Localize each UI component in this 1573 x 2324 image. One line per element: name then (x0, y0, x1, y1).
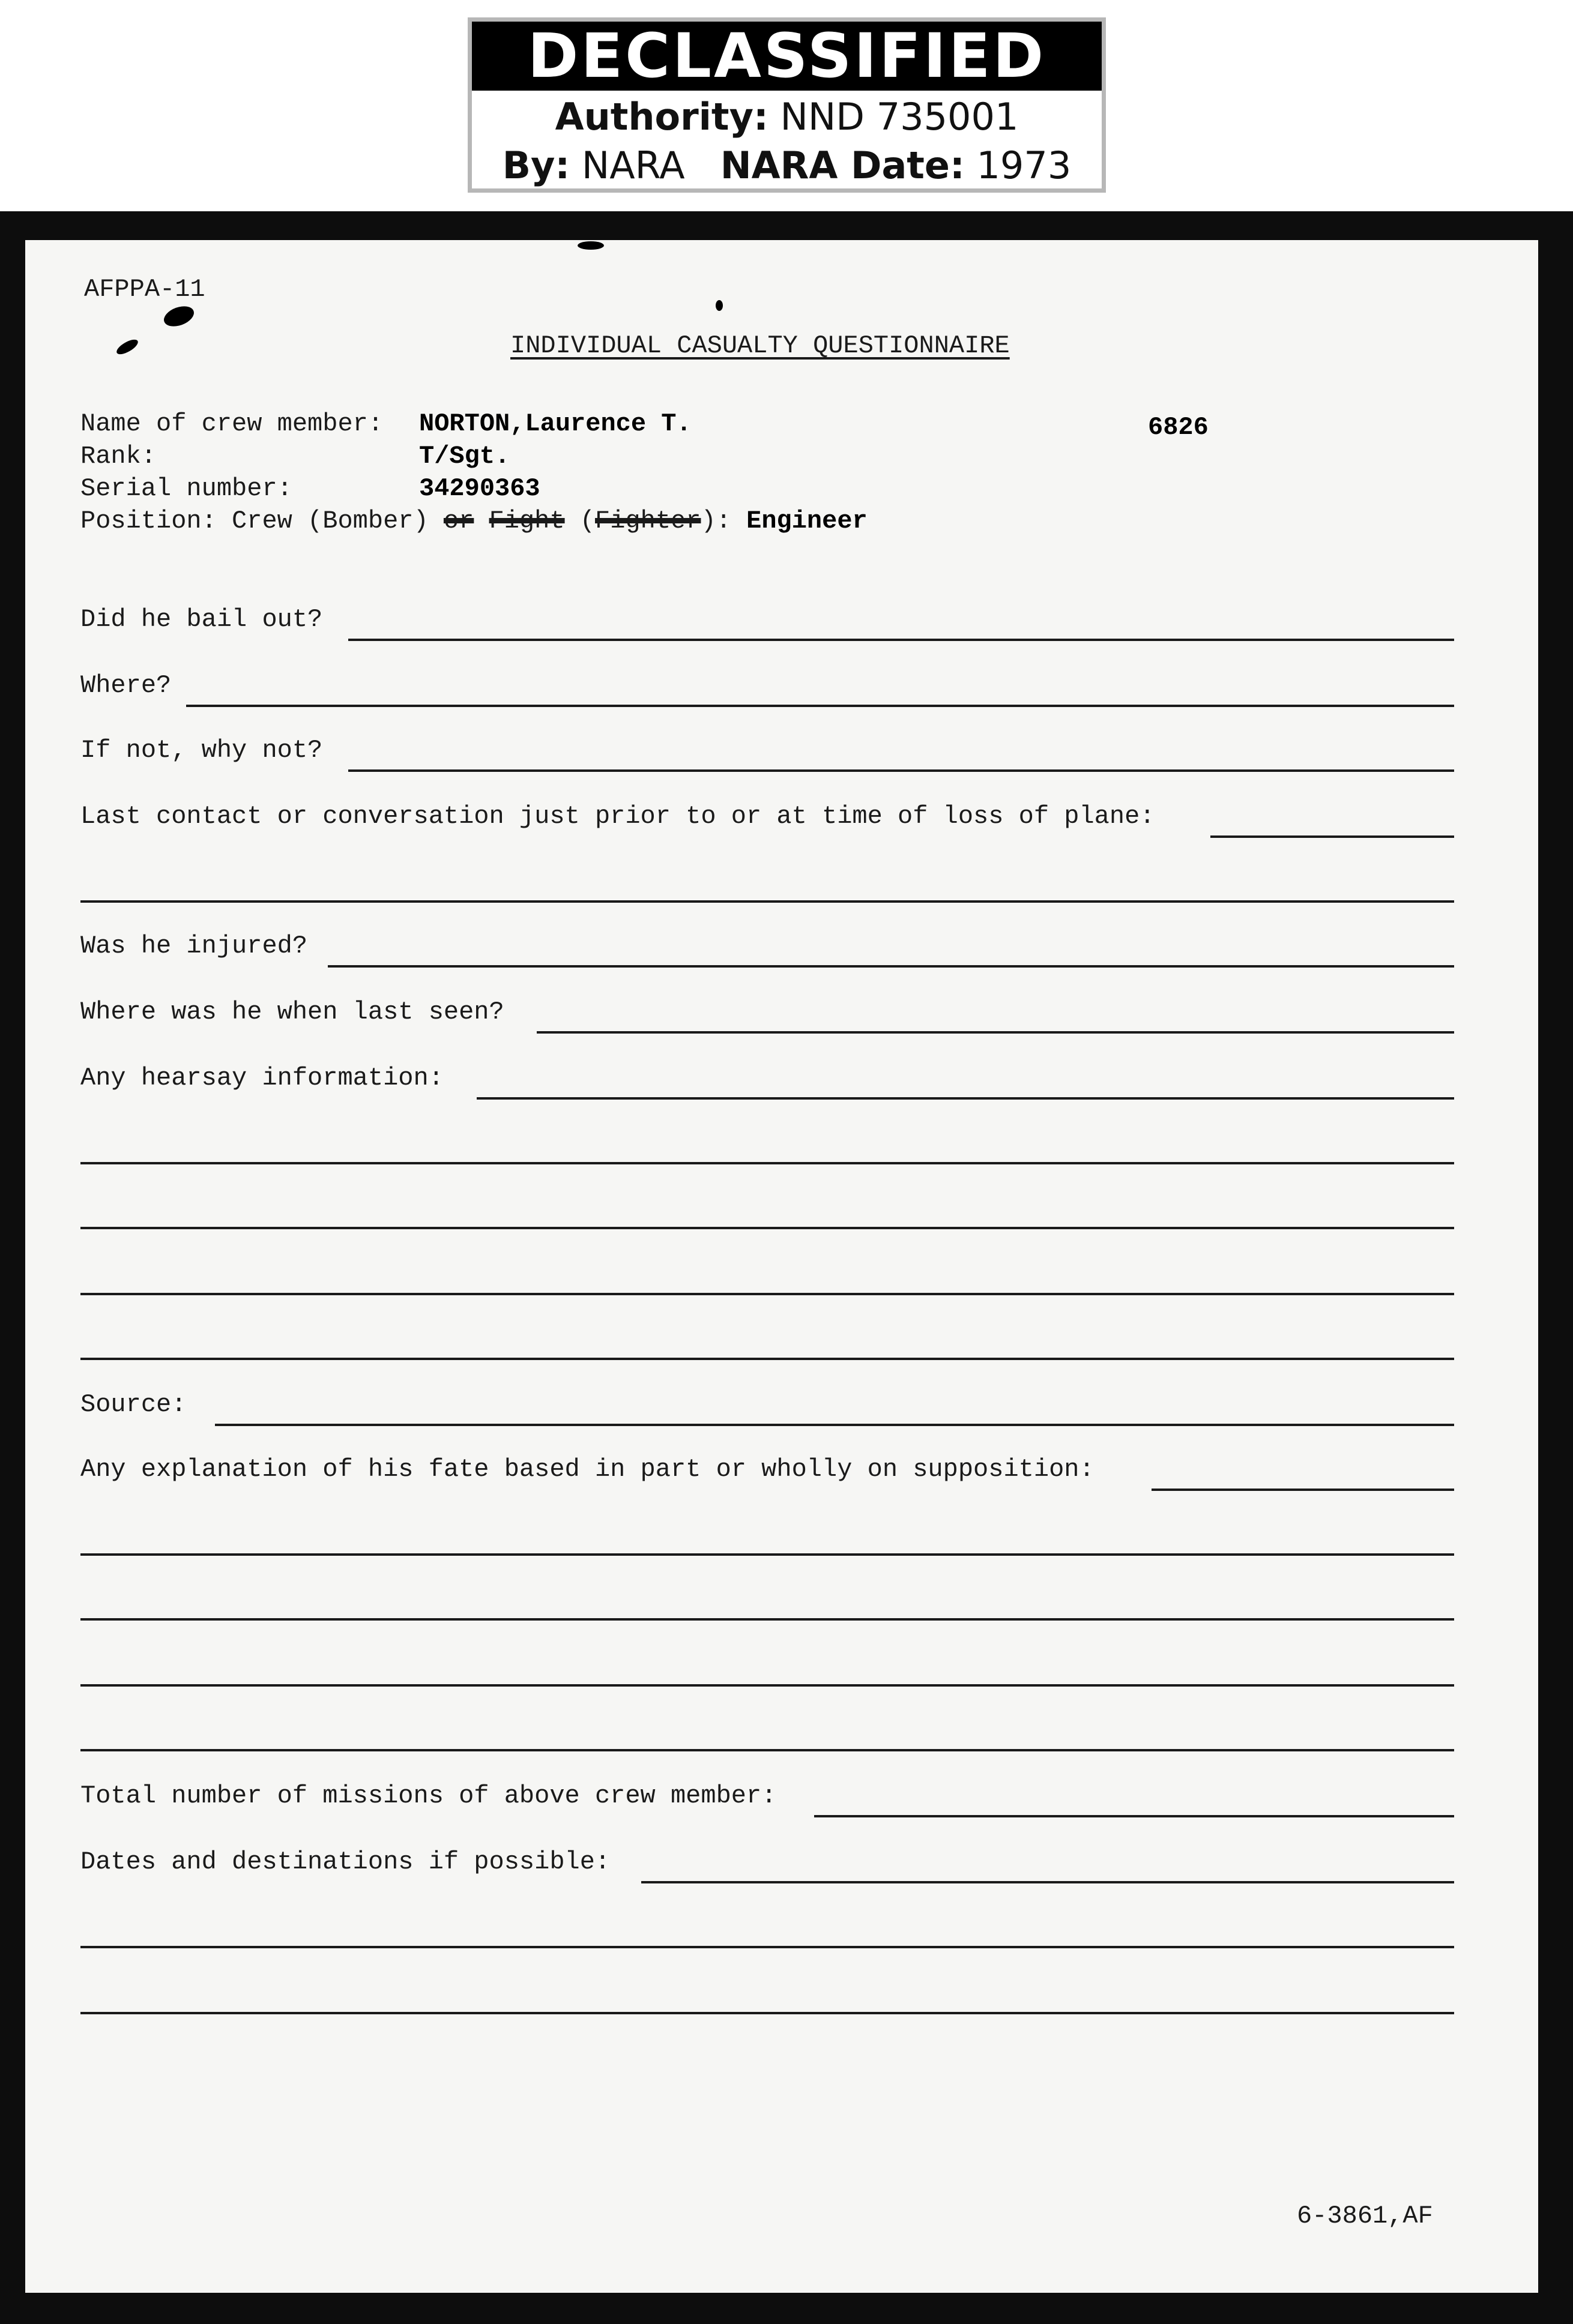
answer-line (80, 1749, 1454, 1751)
footer-code: 6-3861,AF (1297, 2202, 1433, 2230)
name-value: NORTON,Laurence T. (419, 409, 692, 438)
question-total-missions: Total number of missions of above crew member: (80, 1781, 777, 1810)
case-number: 6826 (1148, 413, 1209, 442)
answer-line (80, 1162, 1454, 1164)
question-if-not: If not, why not? (80, 736, 323, 765)
answer-line (328, 965, 1454, 968)
form-number: AFPPA-11 (84, 275, 205, 304)
question-where: Where? (80, 671, 172, 700)
question-hearsay: Any hearsay information: (80, 1064, 444, 1092)
stamp-by-date (472, 143, 1102, 187)
questionnaire-page (25, 240, 1538, 2293)
question-last-seen: Where was he when last seen? (80, 998, 504, 1026)
answer-line (814, 1815, 1454, 1817)
answer-line (186, 705, 1454, 707)
position-paren-open: ( (579, 507, 596, 535)
question-bail-out: Did he bail out? (80, 605, 323, 634)
ink-speck (716, 300, 723, 311)
question-injured: Was he injured? (80, 932, 308, 960)
ink-blot (115, 337, 140, 357)
position-label: Position: Crew (Bomber) (80, 507, 429, 535)
answer-line (1210, 835, 1454, 838)
answer-line (80, 1553, 1454, 1556)
answer-line (215, 1424, 1454, 1426)
answer-line (348, 639, 1454, 641)
position-paren-close: ): (701, 507, 731, 535)
rank-label: Rank: (80, 442, 157, 471)
question-source: Source: (80, 1390, 187, 1419)
answer-line (80, 1293, 1454, 1295)
scan-frame (0, 211, 1573, 2324)
position-row (80, 507, 868, 535)
stamp-date-value: 1973 (976, 143, 1072, 187)
answer-line (348, 769, 1454, 772)
answer-line (477, 1097, 1454, 1100)
stamp-date-label: NARA Date: (720, 143, 965, 187)
answer-line (537, 1031, 1454, 1034)
answer-line (80, 900, 1454, 903)
ink-blot (161, 303, 196, 330)
answer-line (80, 1227, 1454, 1229)
stamp-by-label: By: (502, 143, 570, 187)
question-explanation: Any explanation of his fate based in part or wholly on supposition: (80, 1455, 1094, 1484)
answer-line (80, 2012, 1454, 2014)
question-dates-destinations: Dates and destinations if possible: (80, 1847, 611, 1876)
ink-blot (578, 241, 604, 250)
question-last-contact: Last contact or conversation just prior to or at time of loss of plane: (80, 802, 1155, 831)
position-or-struck: or (443, 507, 474, 535)
declassified-stamp (468, 17, 1106, 193)
answer-line (80, 1358, 1454, 1360)
position-value: Engineer (746, 507, 868, 535)
stamp-by-value: NARA (581, 143, 685, 187)
position-fighter-type-struck: Fighter (595, 507, 701, 535)
answer-line (80, 1946, 1454, 1948)
stamp-authority-value: NND 735001 (780, 95, 1019, 139)
stamp-authority-label: Authority: (555, 95, 768, 139)
answer-line (641, 1881, 1454, 1883)
answer-line (80, 1618, 1454, 1621)
answer-line (80, 1684, 1454, 1687)
stamp-authority (472, 95, 1102, 139)
form-title: INDIVIDUAL CASUALTY QUESTIONNAIRE (510, 331, 1010, 360)
serial-label: Serial number: (80, 474, 292, 503)
stamp-title: DECLASSIFIED (472, 22, 1102, 91)
answer-line (1152, 1489, 1454, 1491)
name-label: Name of crew member: (80, 409, 384, 438)
rank-value: T/Sgt. (419, 442, 510, 471)
serial-value: 34290363 (419, 474, 540, 503)
position-fighter-struck: Fight (489, 507, 565, 535)
